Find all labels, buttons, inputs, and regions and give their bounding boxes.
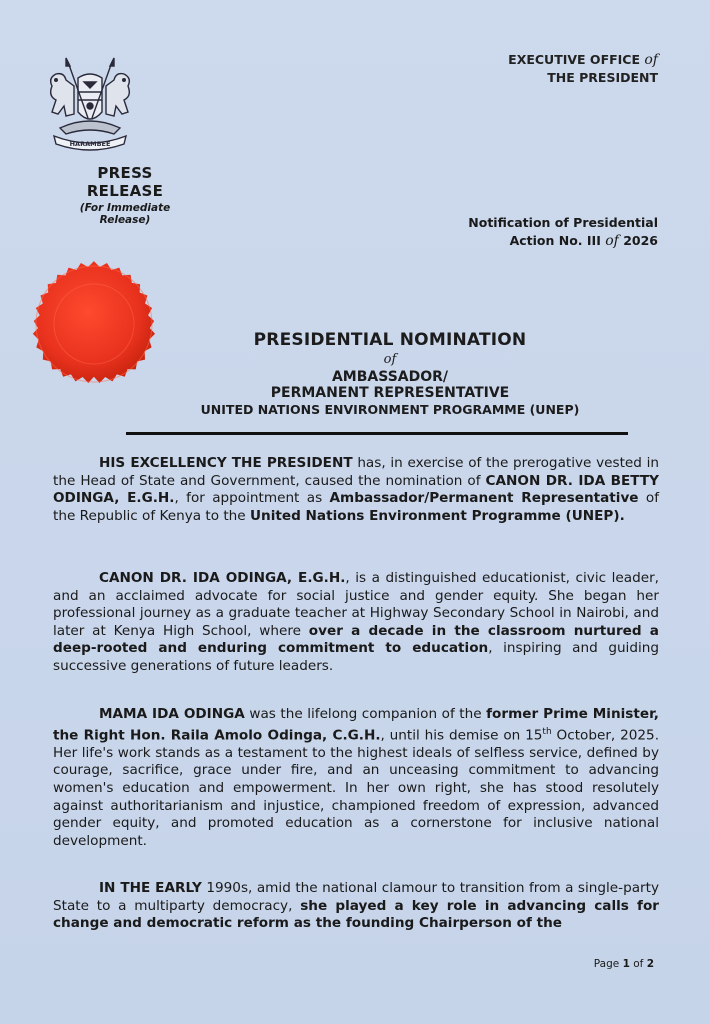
title-line2: AMBASSADOR/ [331,369,449,385]
page-total: 2 [646,958,654,970]
p4-bold-a: IN THE EARLY [99,880,202,896]
p4-bold-c: she played a key role in advancing calls for change and democratic reform as the founding Chairperson of the [53,897,659,932]
p1-text-f: of the Republic of Kenya to the [53,490,659,524]
notification-reference [468,214,658,250]
p3-text-e: October, 2025. Her life's work stands as a testament to the highest ideals of selfless service, defined by courage, sacrifice, grace under fire, and an unceasing commitment to advancing women's education and empowerment. In her own right, she has stood resolutely against authoritarianism and injustice, championed freedom of expression, advanced gender equity, and promoted education as a cornerstone for inclusive national development. [53,727,660,849]
p2-text-b: , is a distinguished educationist, civic leader, and an acclaimed advocate for social justice and gender equity. She began her professional journey as a graduate teacher at Highway Secondary School in Nairobi, and later at Kenya High School, where [53,570,659,639]
p2-bold-a: CANON DR. IDA ODINGA, E.G.H. [99,570,346,586]
p3-sup: th [542,726,552,737]
p2-text-d: , inspiring and guiding successive generations of future leaders. [53,640,659,674]
paragraph-2 [53,570,659,676]
press-title: PRESS RELEASE [86,164,164,200]
title-line4: UNITED NATIONS ENVIRONMENT PROGRAMME (UNEP) [200,402,580,417]
p1-text-b: has, in exercise of the prerogative vested in the Head of State and Government, caused the nomination of [53,455,660,489]
title-line1: PRESIDENTIAL NOMINATION [253,330,527,350]
office-header [508,51,658,86]
paragraph-3 [53,706,659,850]
page-number [594,958,654,970]
p4-text-b: 1990s, amid the national clamour to transition from a single-party State to a multiparty democracy, [53,880,659,914]
title-line3: PERMANENT REPRESENTATIVE [270,385,510,401]
paragraph-1 [53,455,659,525]
p3-bold-a: MAMA IDA ODINGA [99,706,245,722]
p3-text-d: , until his demise on 15 [380,727,543,744]
page-current: 1 [622,958,630,970]
press-release-label [60,164,190,226]
p1-bold-g: United Nations Environment Programme (UNEP). [249,507,625,524]
kenya-coat-of-arms-icon [34,56,146,152]
notification-action: Action No. III [509,233,601,248]
office-line1: EXECUTIVE OFFICE [508,52,641,67]
p1-bold-c: CANON DR. IDA BETTY ODINGA, E.G.H. [53,472,659,507]
title-of: of [383,352,397,367]
page-of: of [633,958,644,970]
press-subtitle: (For Immediate Release) [79,202,171,226]
notification-year: 2026 [623,233,658,248]
paragraph-4 [53,880,659,933]
p3-text-b: was the lifelong companion of the [244,706,487,722]
notification-of: of [605,233,619,249]
p1-bold-a: HIS EXCELLENCY THE PRESIDENT [99,455,353,471]
p3-bold-c: former Prime Minister, the Right Hon. Raila Amolo Odinga, C.G.H. [53,706,659,744]
p2-bold-c: over a decade in the classroom nurtured a deep-rooted and enduring commitment to education [53,622,659,657]
page-word: Page [593,958,620,970]
office-line2: THE PRESIDENT [547,70,658,85]
p1-text-d: , for appointment as [174,490,330,507]
title-underline-divider [126,432,628,435]
p1-bold-e: Ambassador/Permanent Representative [329,490,639,507]
notification-line1: Notification of Presidential [468,215,658,230]
office-of: of [644,52,658,68]
nomination-title-block [160,330,620,417]
coat-motto: HARAMBEE [69,140,111,148]
